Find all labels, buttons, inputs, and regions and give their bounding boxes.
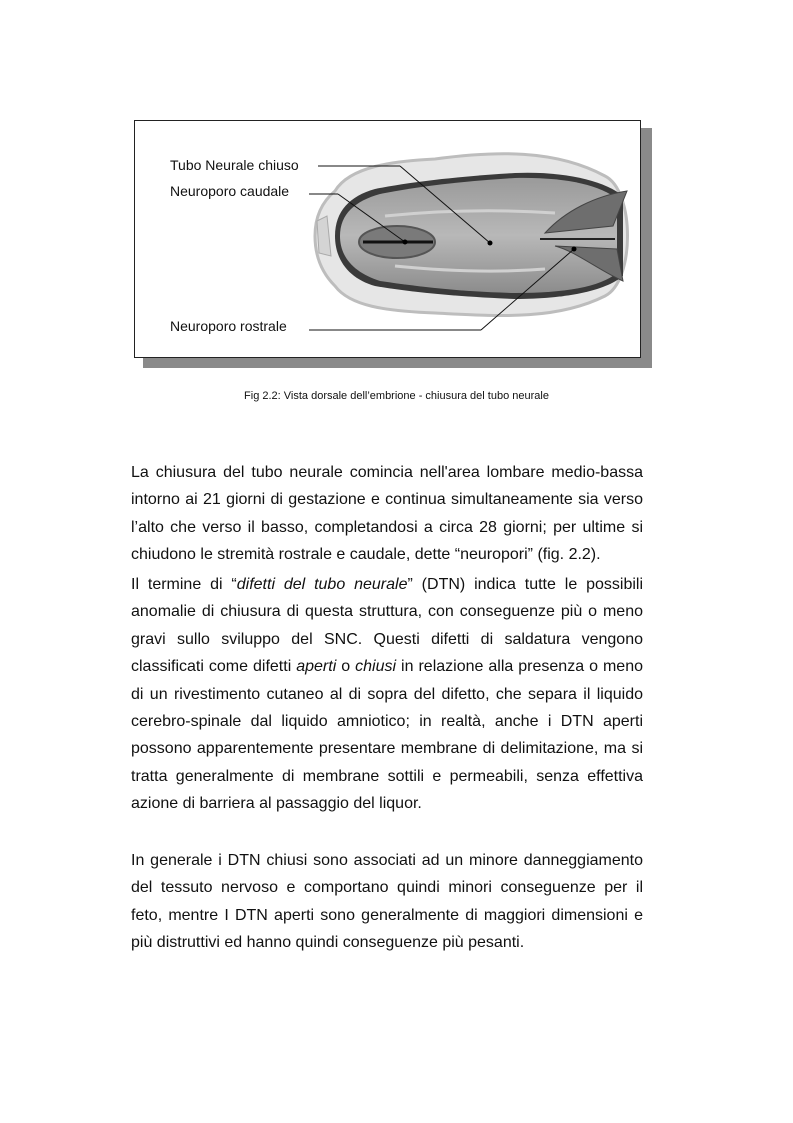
text-run: o <box>336 658 356 676</box>
text-line: l’alto che verso il basso, completandosi a circa 28 giorni; per ultime si <box>131 518 643 536</box>
paragraph-1 <box>131 459 643 569</box>
text-line <box>131 571 643 598</box>
text-run: ” (DTN) indica tutte le possibili <box>407 576 644 593</box>
text-line: azione di barriera al passaggio del liquor. <box>131 795 422 813</box>
figure-frame <box>134 120 641 358</box>
text-line: tratta generalmente di membrane sottili e permeabili, senza effettiva <box>131 767 643 785</box>
text-line: anomalie di chiusura di questa struttura, con conseguenze più o meno <box>131 603 643 621</box>
emphasis-term: aperti <box>296 658 337 676</box>
text-line: cerebro-spinale dal liquido amniotico; in realtà, anche i DTN aperti <box>131 713 643 731</box>
text-line: del tessuto nervoso e comportano quindi minori conseguenze per il <box>131 879 643 897</box>
paragraph-3 <box>131 847 643 957</box>
text-line: feto, mentre I DTN aperti sono generalmente di maggiori dimensioni e <box>131 906 643 924</box>
text-line: La chiusura del tubo neurale comincia nell'area lombare medio-bassa <box>131 464 643 481</box>
text-line: di un rivestimento cutaneo al di sopra del difetto, che separa il liquido <box>131 685 643 703</box>
text-line: intorno ai 21 giorni di gestazione e continua simultaneamente sia verso <box>131 491 643 509</box>
emphasis-term: difetti del tubo neurale <box>236 576 408 593</box>
paragraph-2 <box>131 571 643 818</box>
text-line <box>131 653 643 680</box>
label-closed-neural-tube: Tubo Neurale chiuso <box>170 157 299 173</box>
label-caudal-neuropore: Neuroporo caudale <box>170 183 290 199</box>
text-line: possono apparentemente presentare membrane di delimitazione, ma si <box>131 740 643 758</box>
emphasis-term: chiusi <box>355 658 397 676</box>
text-line: più distruttivi ed hanno quindi conseguenze più pesanti. <box>131 934 525 952</box>
figure-caption: Fig 2.2: Vista dorsale dell’embrione - chiusura del tubo neurale <box>244 390 549 402</box>
text-line: gravi sullo sviluppo del SNC. Questi difetti di saldatura vengono <box>131 630 643 648</box>
text-line: chiudono le stremità rostrale e caudale, dette “neuropori” (fig. 2.2). <box>131 546 601 564</box>
text-run: in relazione alla presenza o meno <box>396 658 643 676</box>
label-rostral-neuropore: Neuroporo rostrale <box>170 318 287 334</box>
text-run: Il termine di “ <box>131 576 237 593</box>
text-run: classificati come difetti <box>131 658 297 676</box>
text-line: In generale i DTN chiusi sono associati ad un minore danneggiamento <box>131 852 643 869</box>
